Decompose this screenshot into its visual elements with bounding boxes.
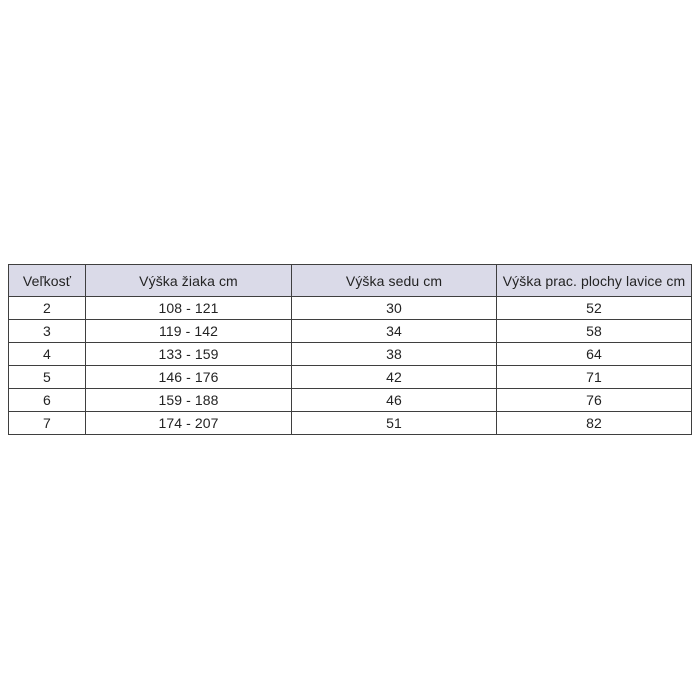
column-header-vyska-sedu: Výška sedu cm [292,265,497,297]
table-cell: 119 - 142 [86,320,292,343]
column-header-velkost: Veľkosť [9,265,86,297]
table-cell: 108 - 121 [86,297,292,320]
table-row [9,297,692,320]
table-cell: 159 - 188 [86,389,292,412]
table-cell: 38 [292,343,497,366]
table-cell: 5 [9,366,86,389]
table-cell: 133 - 159 [86,343,292,366]
table-row [9,389,692,412]
table-cell: 42 [292,366,497,389]
table-cell: 2 [9,297,86,320]
table-row [9,366,692,389]
table-cell: 51 [292,412,497,435]
table-cell: 52 [497,297,692,320]
table-cell: 174 - 207 [86,412,292,435]
table-cell: 71 [497,366,692,389]
table-cell: 76 [497,389,692,412]
table-cell: 82 [497,412,692,435]
table-cell: 58 [497,320,692,343]
table-cell: 4 [9,343,86,366]
table-cell: 64 [497,343,692,366]
table-row [9,343,692,366]
table-cell: 34 [292,320,497,343]
table-cell: 7 [9,412,86,435]
size-table-container [8,264,692,435]
column-header-vyska-ziaka: Výška žiaka cm [86,265,292,297]
table-cell: 6 [9,389,86,412]
table-row [9,320,692,343]
table-cell: 146 - 176 [86,366,292,389]
size-table [8,264,692,435]
table-cell: 30 [292,297,497,320]
table-cell: 46 [292,389,497,412]
header-row [9,265,692,297]
table-row [9,412,692,435]
table-cell: 3 [9,320,86,343]
column-header-vyska-prac-plochy: Výška prac. plochy lavice cm [497,265,692,297]
